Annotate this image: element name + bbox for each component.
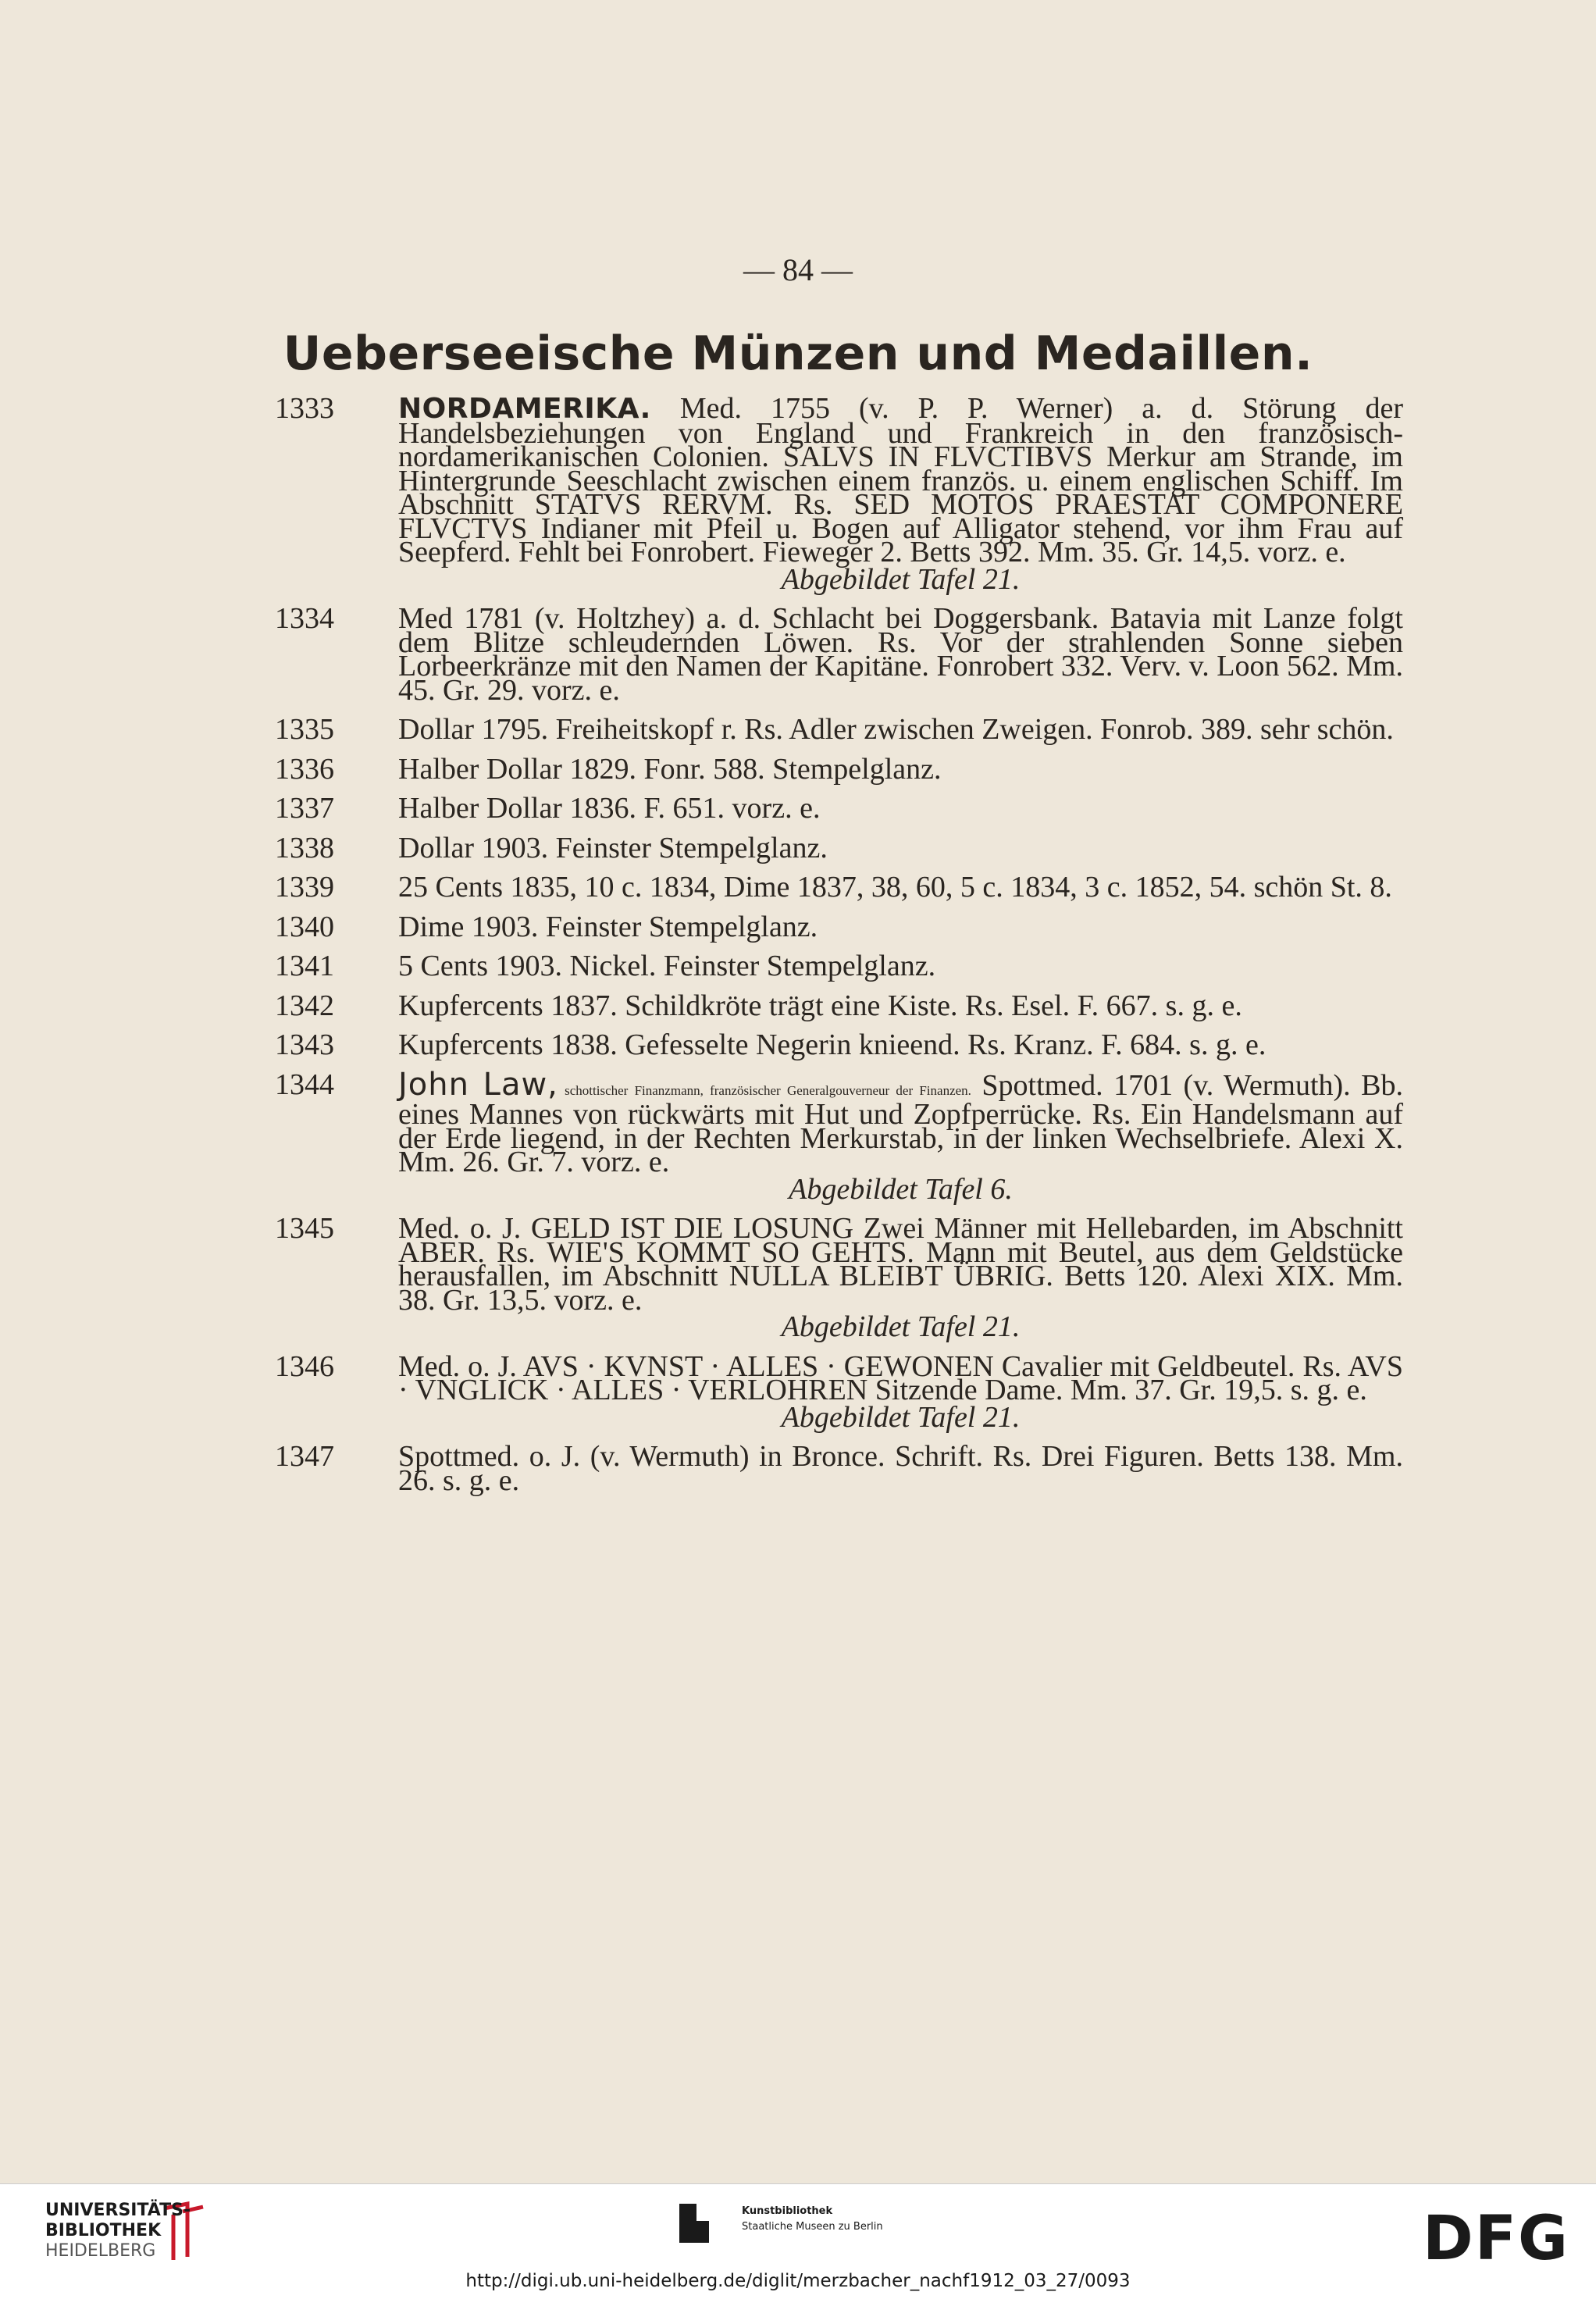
catalog-entry-1335 xyxy=(275,713,1403,746)
ub-line-2: BIBLIOTHEK xyxy=(45,2221,162,2240)
entry-text: Dime 1903. Feinster Stempelglanz. xyxy=(398,910,818,943)
entry-caption: Abgebildet Tafel 6. xyxy=(789,1172,1013,1206)
entry-number: 1341 xyxy=(275,950,334,982)
entry-text: Med 1781 (v. Holtzhey) a. d. Schlacht bei Doggersbank. Batavia mit Lanze folgt dem Blitze schleudernden Löwen. Rs. Vor der strahlenden Sonne sieben Lorbeerkränze mit den Namen der Kapitäne. Fonrobert 332. Verv. v. Loon 562. Mm. 45. Gr. 29. vorz. e. xyxy=(398,602,1403,707)
page-number: — 84 — xyxy=(743,252,853,287)
entry-region: NORDAMERIKA. xyxy=(398,393,651,425)
entry-number: 1343 xyxy=(275,1028,334,1061)
catalog-entry-1340 xyxy=(275,910,1403,943)
entry-caption: Abgebildet Tafel 21. xyxy=(781,562,1021,596)
dfg-logo: DFG xyxy=(1423,2204,1570,2274)
entry-text: Med. o. J. GELD IST DIE LOSUNG Zwei Männer mit Hellebarden, im Abschnitt ABER. Rs. WIE'S KOMMT SO GEHTS. Mann mit Beutel, aus dem Geldstücke herausfallen, im Abschnitt NULLA BLEIBT ÜBRIG. Betts 120. Alexi XIX. Mm. 38. Gr. 13,5. vorz. e. xyxy=(398,1212,1403,1317)
catalog-entry-1346 xyxy=(275,1349,1403,1434)
entry-caption: Abgebildet Tafel 21. xyxy=(781,1400,1021,1434)
entry-text: Med. o. J. AVS · KVNST · ALLES · GEWONEN Cavalier mit Geldbeutel. Rs. AVS · VNGLICK · ALLES · VERLOHREN Sitzende Dame. Mm. 37. Gr. 19,5. s. g. e. xyxy=(398,1349,1403,1406)
catalog-entry-1337 xyxy=(275,792,1403,825)
entry-person-description: schottischer Finanzmann, französischer Generalgouverneur der Finanzen. xyxy=(558,1082,971,1098)
catalog-entries xyxy=(275,392,1403,1508)
entry-caption: Abgebildet Tafel 21. xyxy=(781,1310,1021,1343)
ub-line-1: UNIVERSITÄTS- xyxy=(45,2201,191,2220)
entry-text: Kupfercents 1837. Schildkröte trägt eine Kiste. Rs. Esel. F. 667. s. g. e. xyxy=(398,989,1242,1022)
entry-text: 5 Cents 1903. Nickel. Feinster Stempelglanz. xyxy=(398,950,936,982)
catalog-entry-1342 xyxy=(275,989,1403,1022)
entry-text: Spottmed. 1701 (v. Wermuth). Bb. eines Mannes von rückwärts mit Hut und Zopfperrücke. Rs. Ein Handelsmann auf der Erde liegend, in der Rechten Merkurstab, in der linken Wechselbriefe. Alexi X. Mm. 26. Gr. 7. vorz. e. xyxy=(398,1068,1403,1178)
entry-text: 25 Cents 1835, 10 c. 1834, Dime 1837, 38, 60, 5 c. 1834, 3 c. 1852, 54. schön St. 8. xyxy=(398,871,1392,904)
catalog-entry-1334 xyxy=(275,602,1403,707)
entry-number: 1334 xyxy=(275,602,334,635)
entry-number: 1340 xyxy=(275,910,334,943)
entry-number: 1337 xyxy=(275,792,334,825)
entry-text: Halber Dollar 1829. Fonr. 588. Stempelglanz. xyxy=(398,752,942,786)
catalog-entry-1338 xyxy=(275,831,1403,864)
catalog-entry-1336 xyxy=(275,752,1403,786)
entry-number: 1335 xyxy=(275,713,334,746)
ub-line-3: HEIDELBERG xyxy=(45,2241,156,2261)
entry-number: 1333 xyxy=(275,392,334,425)
catalog-entry-1343 xyxy=(275,1028,1403,1061)
entry-person-name: John Law, xyxy=(398,1066,558,1103)
entry-number: 1336 xyxy=(275,752,334,786)
entry-text: Kupfercents 1838. Gefesselte Negerin knieend. Rs. Kranz. F. 684. s. g. e. xyxy=(398,1028,1266,1061)
kb-line-2: Staatliche Museen zu Berlin xyxy=(742,2221,883,2233)
catalog-entry-1333 xyxy=(275,392,1403,596)
entry-number: 1342 xyxy=(275,989,334,1022)
catalog-entry-1341 xyxy=(275,950,1403,982)
catalog-entry-1339 xyxy=(275,871,1403,904)
page-heading: Ueberseeische Münzen und Medaillen. xyxy=(283,326,1313,381)
entry-text: Med. 1755 (v. P. P. Werner) a. d. Störung der Handelsbeziehungen von England und Frankreich in den französisch-nordamerikanischen Colonien. SALVS IN FLVCTIBVS Merkur am Strande, im Hintergrunde Seeschlacht zwischen einem französ. u. einem englischen Schiff. Im Abschnitt STATVS RERVM. Rs. SED MOTOS PRAESTAT COMPONERE FLVCTVS Indianer mit Pfeil u. Bogen auf Alligator stehend, vor ihm Frau auf Seepferd. Fehlt bei Fonrobert. Fieweger 2. Betts 392. Mm. 35. Gr. 14,5. vorz. e. xyxy=(398,392,1403,569)
entry-number: 1346 xyxy=(275,1349,334,1383)
entry-text: Dollar 1795. Freiheitskopf r. Rs. Adler zwischen Zweigen. Fonrob. 389. sehr schön. xyxy=(398,713,1394,746)
entry-number: 1345 xyxy=(275,1212,334,1245)
source-url[interactable]: http://digi.ub.uni-heidelberg.de/diglit/merzbacher_nachf1912_03_27/0093 xyxy=(465,2271,1131,2291)
kunstbibliothek-wordmark xyxy=(742,2204,883,2235)
entry-number: 1347 xyxy=(275,1440,334,1473)
kunstbibliothek-logo-icon xyxy=(679,2204,711,2244)
catalog-entry-1345 xyxy=(275,1212,1403,1343)
entry-text: Dollar 1903. Feinster Stempelglanz. xyxy=(398,831,828,864)
university-library-wordmark xyxy=(45,2201,191,2262)
kb-line-1: Kunstbibliothek xyxy=(742,2205,833,2217)
entry-text: Halber Dollar 1836. F. 651. vorz. e. xyxy=(398,792,821,825)
entry-number: 1338 xyxy=(275,831,334,864)
entry-text: Spottmed. o. J. (v. Wermuth) in Bronce. Schrift. Rs. Drei Figuren. Betts 138. Mm. 26. s. g. e. xyxy=(398,1440,1403,1497)
catalog-entry-1344 xyxy=(275,1066,1403,1206)
entry-number: 1339 xyxy=(275,871,334,904)
catalog-entry-1347 xyxy=(275,1440,1403,1497)
entry-number: 1344 xyxy=(275,1068,334,1101)
